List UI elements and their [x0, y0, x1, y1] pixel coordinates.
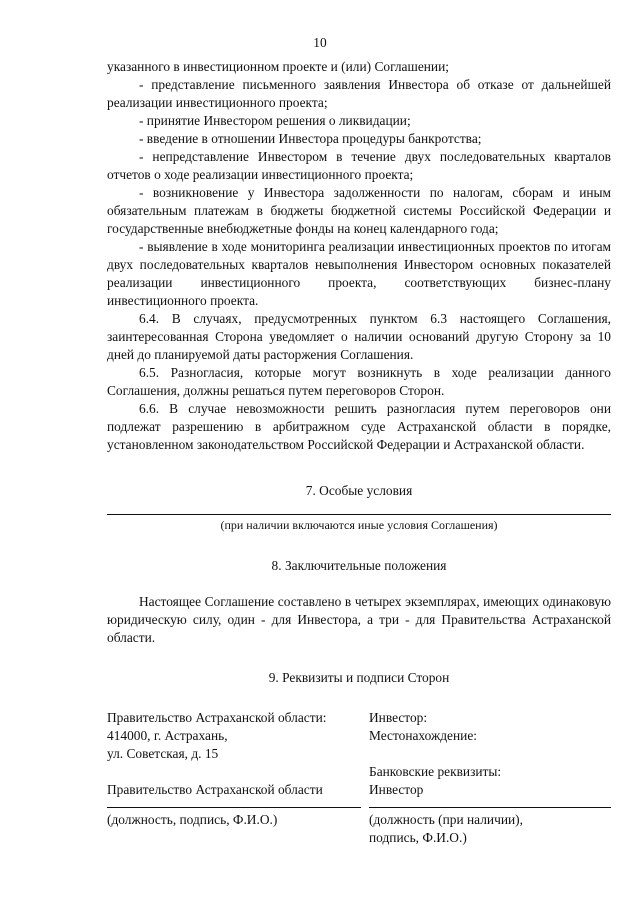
signature-lines — [107, 807, 611, 847]
investor-name: Инвестор: — [369, 710, 428, 725]
section-7-note: (при наличии включаются иные условия Соглашения) — [220, 518, 498, 532]
investor-signature-caption-2: подпись, Ф.И.О.) — [369, 830, 467, 845]
investor-bank: Банковские реквизиты: — [369, 764, 502, 779]
investor-signature-caption-1: (должность (при наличии), — [369, 812, 523, 827]
government-signature-line — [107, 807, 361, 847]
government-address-street: ул. Советская, д. 15 — [107, 746, 219, 761]
list-item-debt: - возникновение у Инвестора задолженности по налогам, сборам и иным обязательным платежам в бюджеты бюджетной системы Российской Федерации и государственные внебюджетные фонды на конец календарного года; — [107, 185, 611, 236]
list-item-reports: - непредставление Инвестором в течение двух последовательных кварталов отчетов о ходе реализации инвестиционного проекта; — [107, 149, 611, 182]
section-9-title: 9. Реквизиты и подписи Сторон — [268, 670, 450, 685]
investor-signer: Инвестор — [369, 782, 424, 797]
government-name: Правительство Астраханской области: — [107, 710, 327, 725]
government-signature-caption: (должность, подпись, Ф.И.О.) — [107, 812, 278, 827]
section-8-text: Настоящее Соглашение составлено в четырех экземплярах, имеющих одинаковую юридическую силу, один - для Инвестора, а три - для Правительства Астраханской области. — [107, 594, 611, 645]
government-signer: Правительство Астраханской области — [107, 782, 323, 797]
list-item-liquidation: - принятие Инвестором решения о ликвидации; — [139, 113, 411, 128]
list-item-refusal: - представление письменного заявления Инвестора об отказе от дальнейшей реализации инвестиционного проекта; — [107, 77, 611, 110]
signature-block — [107, 709, 611, 799]
list-item-bankruptcy: - введение в отношении Инвестора процедуры банкротства; — [139, 131, 482, 146]
document-body — [107, 58, 611, 847]
page-number: 10 — [313, 35, 327, 50]
section-7-title: 7. Особые условия — [305, 483, 413, 498]
paragraph-continuation: указанного в инвестиционном проекте и (или) Соглашении; — [107, 59, 449, 74]
government-address-city: 414000, г. Астрахань, — [107, 728, 228, 743]
clause-6-5: 6.5. Разногласия, которые могут возникнуть в ходе реализации данного Соглашения, должны решаться путем переговоров Сторон. — [107, 365, 611, 398]
government-requisites — [107, 709, 369, 799]
investor-signature-line — [369, 807, 611, 847]
blank-line-divider — [107, 514, 611, 515]
clause-6-4: 6.4. В случаях, предусмотренных пунктом 6.3 настоящего Соглашения, заинтересованная Сторона уведомляет о наличии оснований другую Сторону за 10 дней до планируемой даты расторжения Соглашения. — [107, 311, 611, 362]
section-8-title: 8. Заключительные положения — [271, 558, 447, 573]
list-item-monitoring: - выявление в ходе мониторинга реализации инвестиционных проектов по итогам двух последовательных кварталов невыполнения Инвестором основных показателей реализации инвестиционного проекта, соответствующих бизнес-плану инвестиционного проекта. — [107, 239, 611, 308]
investor-requisites — [369, 709, 611, 799]
investor-location: Местонахождение: — [369, 728, 477, 743]
clause-6-6: 6.6. В случае невозможности решить разногласия путем переговоров они подлежат разрешению в арбитражном суде Астраханской области в порядке, установленном законодательством Российской Федерации и Астраханской области. — [107, 401, 611, 452]
